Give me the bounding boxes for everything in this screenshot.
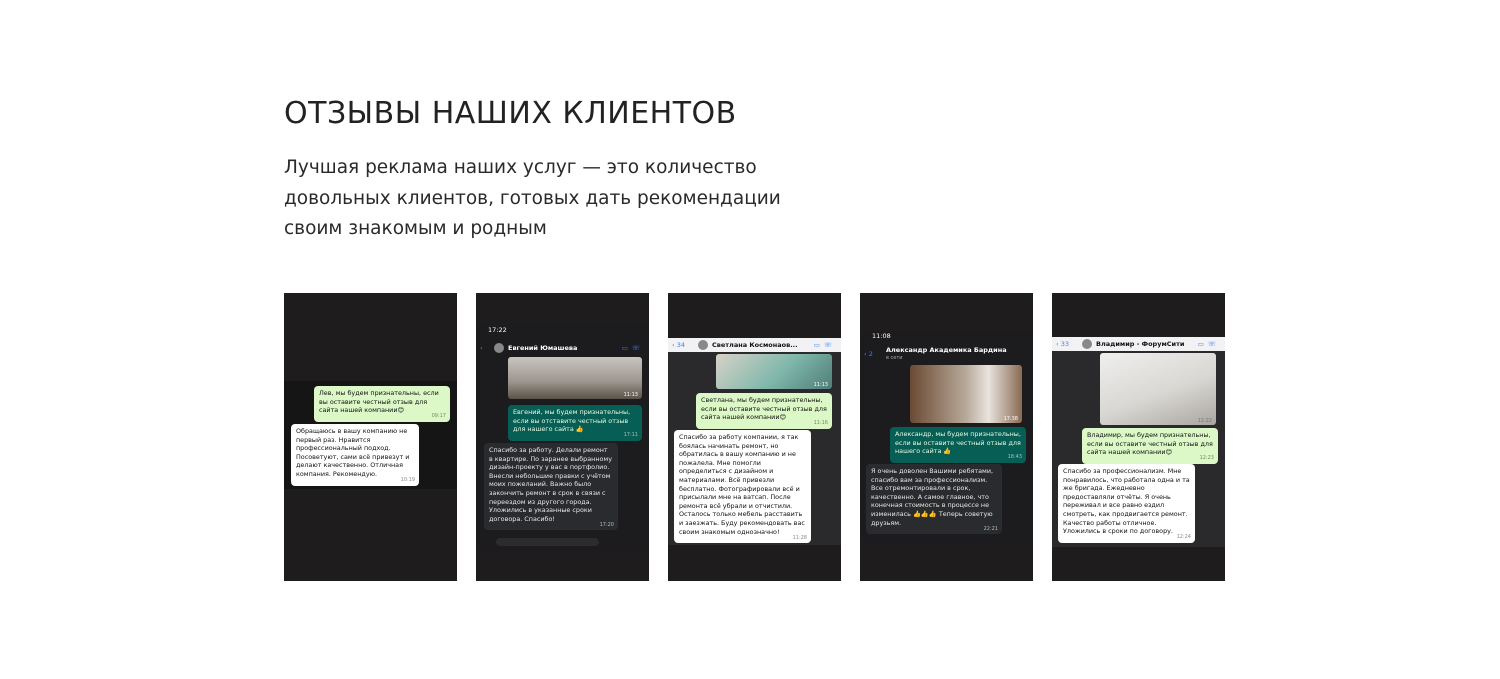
review-2-reply-text: Спасибо за работу. Делали ремонт в квартире. По заранее выбранному дизайн-проекту у вас в портфолио. Внесли небольшие правки с учётом моих пожеланий. Важно было закончить ремонт в срок в связи с переездом из другого города. Уложились в указанные сроки договора. Спасибо!: [489, 446, 613, 523]
review-card-2[interactable]: [476, 293, 649, 581]
review-2-status-time: 17:22: [488, 326, 507, 334]
review-2-chat-header: [476, 341, 649, 355]
review-card-4[interactable]: [860, 293, 1033, 581]
video-call-icon[interactable]: ▭: [1197, 340, 1208, 348]
section-title: ОТЗЫВЫ НАШИХ КЛИЕНТОВ: [284, 96, 737, 131]
review-4-contact-status: в сети: [886, 355, 903, 361]
section-subtitle: Лучшая реклама наших услуг — это количество довольных клиентов, готовых дать рекомендации своим знакомым и родным: [284, 157, 781, 239]
review-4-request-bubble: [890, 427, 1026, 463]
review-3-chat-header: [668, 338, 841, 352]
review-5-reply-time: 12:24: [1176, 534, 1191, 541]
review-5-contact-name: Владимир - ФорумСити: [1096, 340, 1185, 348]
review-4-status-time: 11:08: [872, 332, 891, 340]
back-icon[interactable]: ‹: [1056, 340, 1059, 348]
back-icon[interactable]: ‹: [480, 344, 483, 352]
review-4-chat-header: [860, 345, 1033, 363]
review-5-phone: [1052, 337, 1225, 547]
avatar: [1082, 339, 1092, 349]
review-card-5[interactable]: [1052, 293, 1225, 581]
avatar: [698, 340, 708, 350]
review-3-reply-text: Спасибо за работу компании, я так боялась начинать ремонт, но обратилась в вашу компанию и не пожалела. Мне помогли определиться с дизайном и материалами. Всё привезли бесплатно. Фотографировали всё и присылали мне на ватсап. После ремонта всё убрали и отчистили. Осталось только мебель расставить и заезжать. Буду рекомендовать вас своим знакомым однозначно!: [679, 433, 805, 536]
review-3-request-bubble: [696, 393, 832, 429]
review-3-reply-time: 11:28: [792, 534, 807, 541]
review-2-statusbar: [476, 325, 649, 335]
review-5-reply-bubble: [1058, 464, 1195, 543]
review-2-reply-time: 17:20: [599, 521, 614, 528]
review-2-photo[interactable]: [508, 357, 642, 399]
review-4-phone: [860, 331, 1033, 543]
review-card-1[interactable]: [284, 293, 457, 581]
review-2-photo-time: 11:13: [623, 392, 638, 398]
review-5-photo-time: 12:22: [1197, 418, 1212, 424]
review-2-request-bubble: [508, 405, 642, 441]
phone-call-icon[interactable]: ☏: [823, 341, 836, 349]
review-3-photo[interactable]: [716, 354, 832, 389]
review-4-photo[interactable]: [910, 365, 1022, 423]
review-1-request-time: 09:17: [431, 413, 446, 420]
back-icon[interactable]: ‹: [864, 350, 867, 358]
review-2-phone: [476, 325, 649, 551]
review-4-photo-time: 17:38: [1003, 416, 1018, 422]
review-1-reply-text: Обращаюсь в вашу компанию не первый раз. Нравится профессиональный подход. Посоветуют, сами всё привезут и делают качественно. Отличная компания. Рекомендую.: [296, 427, 410, 478]
review-2-input-bar: [476, 535, 649, 549]
review-4-reply-time: 22:21: [983, 525, 998, 532]
review-5-request-bubble: [1082, 428, 1218, 464]
review-3-contact-name: Светлана Космонаов...: [712, 341, 798, 349]
review-2-request-text: Евгений, мы будем признательны, если вы отставите честный отзыв для нашего сайта 👍: [513, 408, 631, 434]
review-1-request-text: Лев, мы будем признательны, если вы оставите честный отзыв для сайта нашей компании😊: [319, 389, 439, 415]
review-card-3[interactable]: [668, 293, 841, 581]
review-2-request-time: 17:11: [623, 432, 638, 439]
phone-call-icon[interactable]: ☏: [1207, 340, 1220, 348]
review-3-request-time: 11:16: [813, 420, 828, 427]
review-4-contact-name: Александр Академика Бардина: [886, 346, 1007, 354]
phone-call-icon[interactable]: ☏: [631, 344, 644, 352]
review-1-reply-bubble: [291, 424, 419, 486]
message-input[interactable]: [496, 538, 599, 546]
review-3-unread-count: 34: [676, 341, 685, 349]
review-4-request-text: Александр, мы будем признательны, если вы оставите честный отзыв для нашего сайта 👍: [895, 430, 1021, 456]
review-5-request-time: 12:23: [1199, 455, 1214, 462]
review-3-request-text: Светлана, мы будем признательны, если вы оставите честный отзыв для сайта нашей компании😊: [701, 396, 827, 422]
review-4-reply-bubble: [866, 464, 1002, 534]
review-5-photo[interactable]: [1100, 353, 1216, 425]
review-1-request-bubble: [314, 386, 450, 422]
review-3-photo-time: 11:13: [813, 382, 828, 388]
review-2-contact-name: Евгений Юмашева: [508, 344, 578, 352]
reviews-gallery: [284, 293, 1224, 581]
review-5-unread-count: 33: [1060, 340, 1069, 348]
review-4-request-time: 18:43: [1007, 454, 1022, 461]
review-4-reply-text: Я очень доволен Вашими ребятами, спасибо вам за профессионализм. Все отремонтировали в срок, качественно. А самое главное, что конечная стоимость в процессе не изменилась 👍👍👍 Теперь советую друзьям.: [871, 467, 994, 527]
back-icon[interactable]: ‹: [672, 341, 675, 349]
review-4-unread-count: 2: [868, 350, 873, 358]
avatar: [494, 343, 504, 353]
review-1-reply-time: 10:19: [400, 476, 415, 483]
review-2-reply-bubble: [484, 443, 618, 530]
video-call-icon[interactable]: ▭: [621, 344, 632, 352]
review-4-statusbar: [860, 331, 1033, 341]
review-5-chat-header: [1052, 337, 1225, 351]
review-5-reply-text: Спасибо за профессионализм. Мне понравилось, что работала одна и та же бригада. Ежедневно предоставляли отчёты. Я очень переживал и все равно ездил смотреть, как продвигается ремонт. Качество работы отличное. Уложились в сроки по договору.: [1063, 467, 1190, 536]
review-5-request-text: Владимир, мы будем признательны, если вы оставите честный отзыв для сайта нашей компании😊: [1087, 431, 1213, 457]
video-call-icon[interactable]: ▭: [813, 341, 824, 349]
review-3-reply-bubble: [674, 430, 811, 543]
review-3-phone: [668, 338, 841, 545]
